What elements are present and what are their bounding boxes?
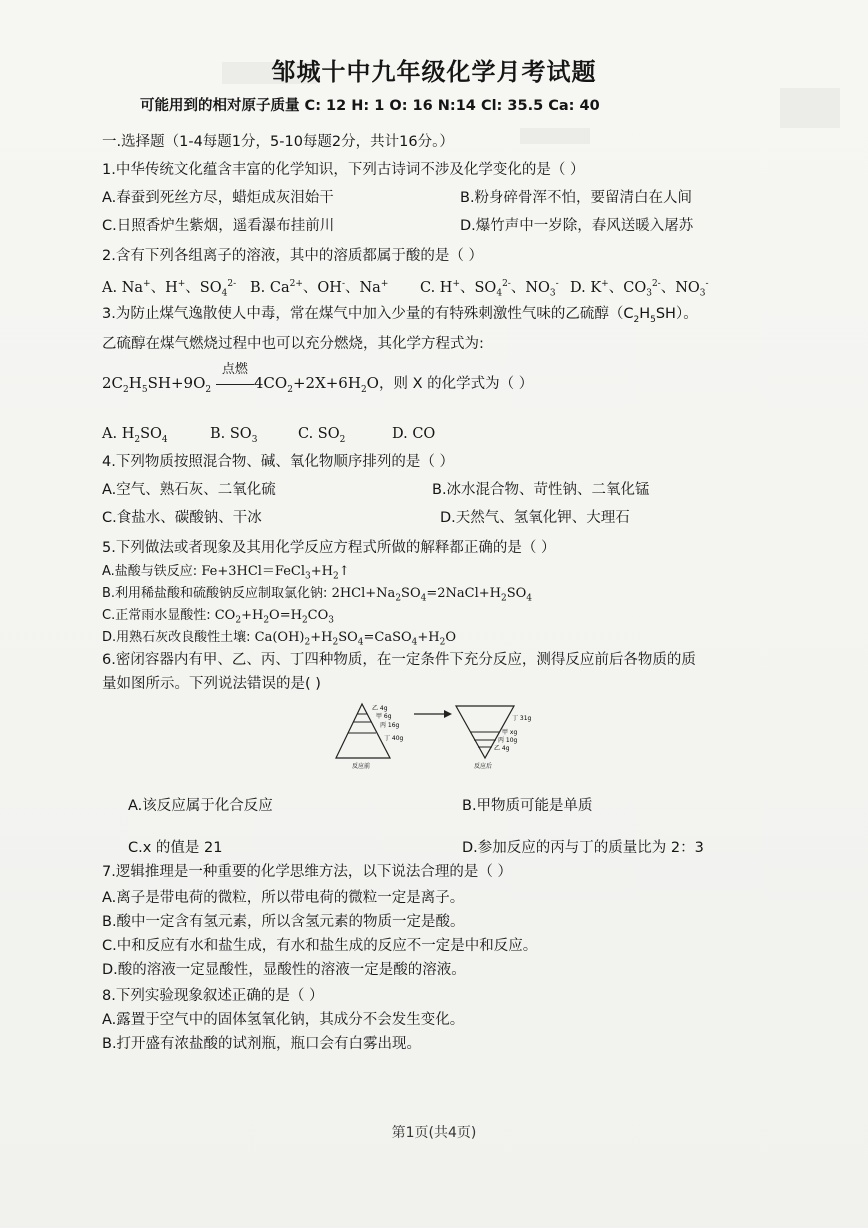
q5-option-a: A.盐酸与铁反应: $Fe+3HCl=FeCl_3+H_2↑$ [102,564,350,582]
question-6-stem-1: 6.密闭容器内有甲、乙、丙、丁四种物质，在一定条件下充分反应，测得反应前后各物质的质 [102,652,696,668]
q7-option-b: B.酸中一定含有氢元素，所以含氢元素的物质一定是酸。 [102,914,465,930]
after-label-3: 丙 10g [498,737,518,744]
section-heading: 一.选择题（1-4每题1分，5-10每题2分，共计16分。） [102,134,454,150]
question-6-stem-2: 量如图所示。下列说法错误的是( ) [102,676,321,692]
question-3-stem-2: 乙硫醇在煤气燃烧过程中也可以充分燃烧，其化学方程式为: [102,336,484,352]
q3-option-c: C. $SO_2$ [298,426,346,445]
after-pyramid [456,706,532,770]
q6-option-d: D.参加反应的丙与丁的质量比为 2：3 [462,840,704,856]
q6-option-a: A.该反应属于化合反应 [128,798,273,814]
arrow-icon [414,710,452,718]
exam-title: 邹城十中九年级化学月考试题 [271,57,597,86]
question-2-stem: 2.含有下列各组离子的溶液，其中的溶质都属于酸的是（ ） [102,248,483,264]
q5-option-d: D.用熟石灰改良酸性土壤: $Ca(OH)_2+H_2SO_4=CaSO_4+H_2O$ [102,630,457,648]
q1-option-b: B.粉身碎骨浑不怕，要留清白在人间 [460,190,693,206]
q6-option-c: C.x 的值是 21 [128,840,223,856]
q7-option-c: C.中和反应有水和盐生成，有水和盐生成的反应不一定是中和反应。 [102,938,538,954]
before-pyramid [336,704,404,770]
q3-equation-tail: ，则 X 的化学式为（ ） [378,376,534,392]
question-3-stem-1: 3.为防止煤气逸散使人中毒，常在煤气中加入少量的有特殊刺激性气味的乙硫醇$(C_2H_5SH)$。 [102,306,698,325]
q2-option-b: B. $Ca^{2+}$、OH-、Na+ [250,279,389,296]
q4-option-b: B.冰水混合物、苛性钠、二氧化锰 [432,482,650,498]
after-caption: 反应后 [474,763,493,770]
q3-option-b: B. $SO_3$ [210,426,258,445]
before-label-2: 甲 6g [376,713,392,720]
scan-smudge [780,88,840,128]
question-8-stem: 8.下列实验现象叙述正确的是（ ） [102,988,324,1004]
q4-option-d: D.天然气、氢氧化钾、大理石 [440,510,630,526]
q1-option-c: C.日照香炉生紫烟，遥看瀑布挂前川 [102,218,335,234]
question-7-stem: 7.逻辑推理是一种重要的化学思维方法，以下说法合理的是（ ） [102,864,512,880]
q4-option-a: A.空气、熟石灰、二氧化硫 [102,482,276,498]
q2-option-a: A. Na+、H+、$SO_4^{2-}$ [102,279,237,299]
before-label-4: 丁 40g [384,735,404,742]
q2-option-d: D. K+、$CO_3^{2-}$、$NO_3^-$ [570,279,709,299]
q7-option-a: A.离子是带电荷的微粒，所以带电荷的微粒一定是离子。 [102,890,465,906]
question-1-stem: 1.中华传统文化蕴含丰富的化学知识，下列古诗词不涉及化学变化的是（ ） [102,162,585,178]
q1-option-d: D.爆竹声中一岁除，春风送暖入屠苏 [460,218,694,234]
q5-option-b: B.利用稀盐酸和硫酸钠反应制取氯化钠: $2HCl+Na_2SO_4=2NaCl+H_2SO_4$ [102,586,533,604]
question-4-stem: 4.下列物质按照混合物、碱、氧化物顺序排列的是（ ） [102,454,454,470]
scan-smudge [520,128,590,144]
reaction-condition: 点燃 [221,362,248,377]
mass-pyramid-figure [332,700,542,770]
atomic-mass-line: 可能用到的相对原子质量 C: 12 H: 1 O: 16 N:14 Cl: 35.5 Ca: 40 [140,98,600,114]
question-5-stem: 5.下列做法或者现象及其用化学反应方程式所做的解释都正确的是（ ） [102,540,556,556]
page-footer: 第1页(共4页) [391,1125,477,1141]
before-label-1: 乙 4g [372,705,388,712]
q2-option-c: C. H+、$SO_4^{2-}$、$NO_3^-$ [420,279,559,299]
q3-option-a: A. $H_2SO_4$ [102,426,168,445]
q7-option-d: D.酸的溶液一定显酸性，显酸性的溶液一定是酸的溶液。 [102,962,466,978]
before-label-3: 丙 16g [380,722,400,729]
q3-equation: $2C_2H_5SH+9O_2$ 点燃 $4CO_2+2X+6H_2O$，则 X 的化学式为（ ） [102,372,533,395]
q5-option-c: C.正常雨水显酸性: $CO_2+H_2O=H_2CO_3$ [102,608,335,626]
after-label-1: 丁 31g [512,715,532,722]
q4-option-c: C.食盐水、碳酸钠、干冰 [102,510,262,526]
q6-option-b: B.甲物质可能是单质 [462,798,593,814]
q3-option-d: D. CO [392,426,436,442]
q1-option-a: A.春蚕到死丝方尽，蜡炬成灰泪始干 [102,190,334,206]
q8-option-a: A.露置于空气中的固体氢氧化钠，其成分不会发生变化。 [102,1012,465,1028]
q8-option-b: B.打开盛有浓盐酸的试剂瓶，瓶口会有白雾出现。 [102,1036,422,1052]
before-caption: 反应前 [352,763,371,770]
after-label-2: 甲 xg [502,729,518,736]
after-label-4: 乙 4g [494,745,510,752]
